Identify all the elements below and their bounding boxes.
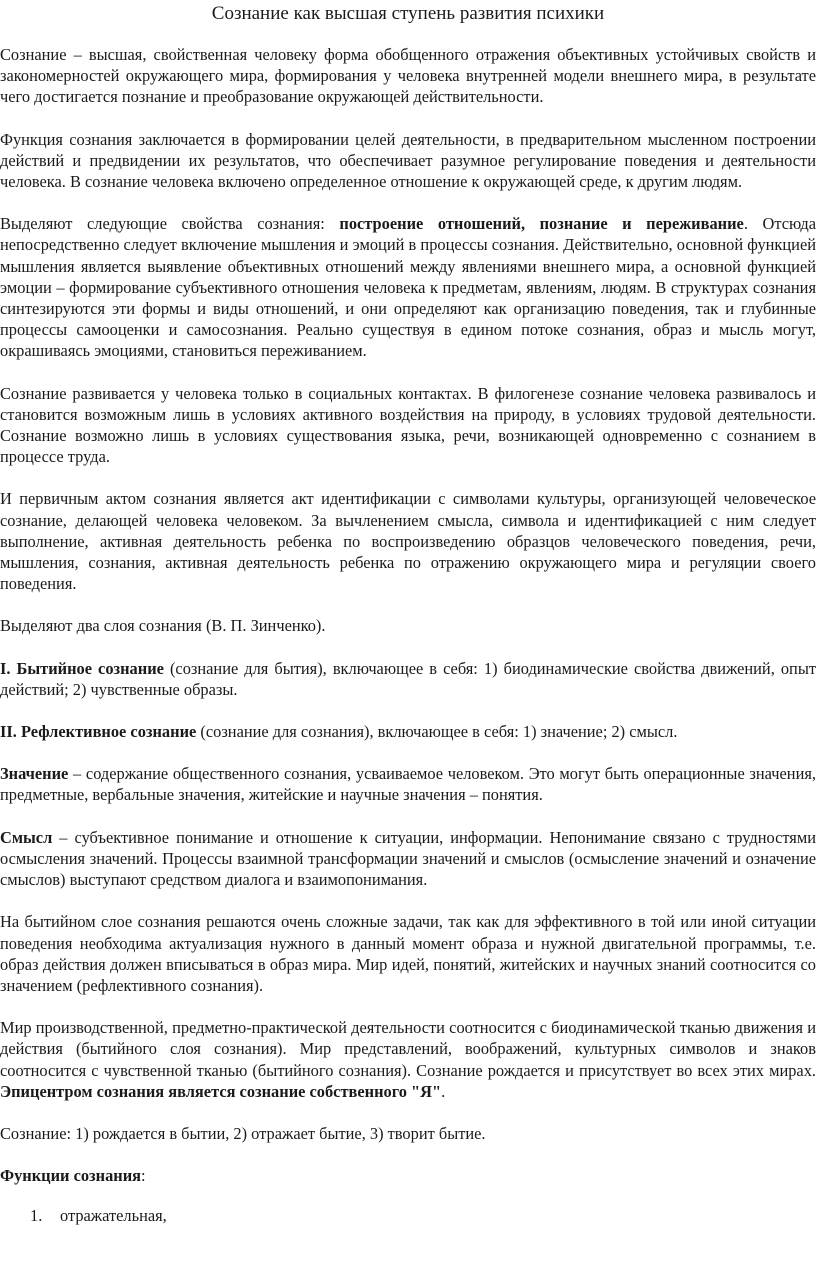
paragraph-properties xyxy=(0,213,816,361)
text-span: Выделяют следующие свойства сознания: xyxy=(0,214,340,234)
bold-span: I. Бытийное сознание xyxy=(0,658,164,678)
paragraph-sense xyxy=(0,827,816,891)
paragraph-definition: Сознание – высшая, свойственная человеку форма обобщенного отражения объективных устойчивых свойств и закономерностей окружающего мира, формирования у человека внутренней модели внешнего мира, в результате чего достигается познание и преобразование окружающей действительности. xyxy=(0,45,816,107)
document-title: Сознание как высшая ступень развития психики xyxy=(211,3,605,24)
paragraph-two-layers: Выделяют два слоя сознания (В. П. Зинченко). xyxy=(0,616,326,636)
bold-span: Значение xyxy=(0,764,69,784)
paragraph-identification: И первичным актом сознания является акт идентификации с символами культуры, организующей человеческое сознание, делающей человека человеком. За вычленением смысла, символа и идентификацией с ним следует выполнение, активная деятельность ребенка по воспроизведению образцов человеческого поведения, речи, мышления, сознания, активная деятельность ребенка по отражению окружающего мира и регуляции своего поведения. xyxy=(0,489,816,594)
text-span: . Отсюда непосредственно следует включение мышления и эмоций в процессы сознания. Действительно, основной функцией мышления является выявление объективных отношений между явлениями внешнего мира, а основной функцией эмоции – формирование субъективного отношения человека к предметам, явлениям, людям. В структурах сознания синтезируются эти формы и виды отношений, и они определяют как организацию поведения, так и глубинные процессы самооценки и самосознания. Реально существуя в едином потоке сознания, образ и мысль могут, окрашиваясь эмоциями, становиться переживанием. xyxy=(0,214,816,361)
text-span: (сознание для сознания), включающее в себя: 1) значение; 2) смысл. xyxy=(196,722,678,742)
bold-span: Функции сознания xyxy=(0,1166,142,1186)
text-span: . xyxy=(441,1081,446,1101)
text-span: : xyxy=(141,1166,146,1186)
list-item xyxy=(0,1205,816,1226)
bold-span: Эпицентром сознания является сознание собственного "Я" xyxy=(0,1081,442,1101)
paragraph-existential-layer xyxy=(0,658,816,700)
paragraph-worlds xyxy=(0,1017,816,1102)
paragraph-development: Сознание развивается у человека только в социальных контактах. В филогенезе сознание человека развивалось и становится возможным лишь в условиях активного воздействия на природу, в условиях трудовой деятельности. Сознание возможно лишь в условиях существования языка, речи, возникающей одновременно с сознанием в процессе труда. xyxy=(0,383,816,467)
text-span: (сознание для бытия), включающее в себя: 1) биодинамические свойства движений, опыт действий; 2) чувственные образы. xyxy=(0,658,816,699)
list-item-text: отражательная, xyxy=(60,1206,167,1226)
paragraph-function: Функция сознания заключается в формировании целей деятельности, в предварительном мысленном построении действий и предвидении их результатов, что обеспечивает разумное регулирование поведения и деятельности человека. В сознание человека включено определенное отношение к окружающей среде, к другим людям. xyxy=(0,129,816,192)
paragraph-consciousness-summary: Сознание: 1) рождается в бытии, 2) отражает бытие, 3) творит бытие. xyxy=(0,1123,486,1143)
paragraph-reflective-layer xyxy=(0,721,816,742)
bold-span: Смысл xyxy=(0,827,53,847)
list-number: 1. xyxy=(30,1206,43,1226)
paragraph-existential-tasks: На бытийном слое сознания решаются очень сложные задачи, так как для эффективного в той или иной ситуации поведения необходима актуализация нужного в данный момент образа и нужной двигательной программы, т.е. образ действия должен вписываться в образ мира. Мир идей, понятий, житейских и научных знаний соотносится со значением (рефлективного сознания). xyxy=(0,912,816,995)
text-span: – субъективное понимание и отношение к ситуации, информации. Непонимание связано с трудностями осмысления значений. Процессы взаимной трансформации значений и смыслов (осмысление значений и означение смыслов) выступают средством диалога и взаимопонимания. xyxy=(0,827,816,890)
functions-heading xyxy=(0,1165,816,1186)
paragraph-meaning xyxy=(0,763,816,805)
text-span: – содержание общественного сознания, усваиваемое человеком. Это могут быть операционные значения, предметные, вербальные значения, житейские и научные значения – понятия. xyxy=(0,764,816,805)
functions-list xyxy=(0,1205,816,1226)
text-span: Мир производственной, предметно-практической деятельности соотносится с биодинамической тканью движения и действия (бытийного слоя сознания). Мир представлений, воображений, культурных символов и знаков соотносится с чувственной тканью (бытийного сознания). Сознание рождается и присутствует во всех этих мирах. xyxy=(0,1018,816,1080)
bold-span: II. Рефлективное сознание xyxy=(0,722,197,742)
bold-span: построение отношений, познание и переживание xyxy=(339,214,744,234)
